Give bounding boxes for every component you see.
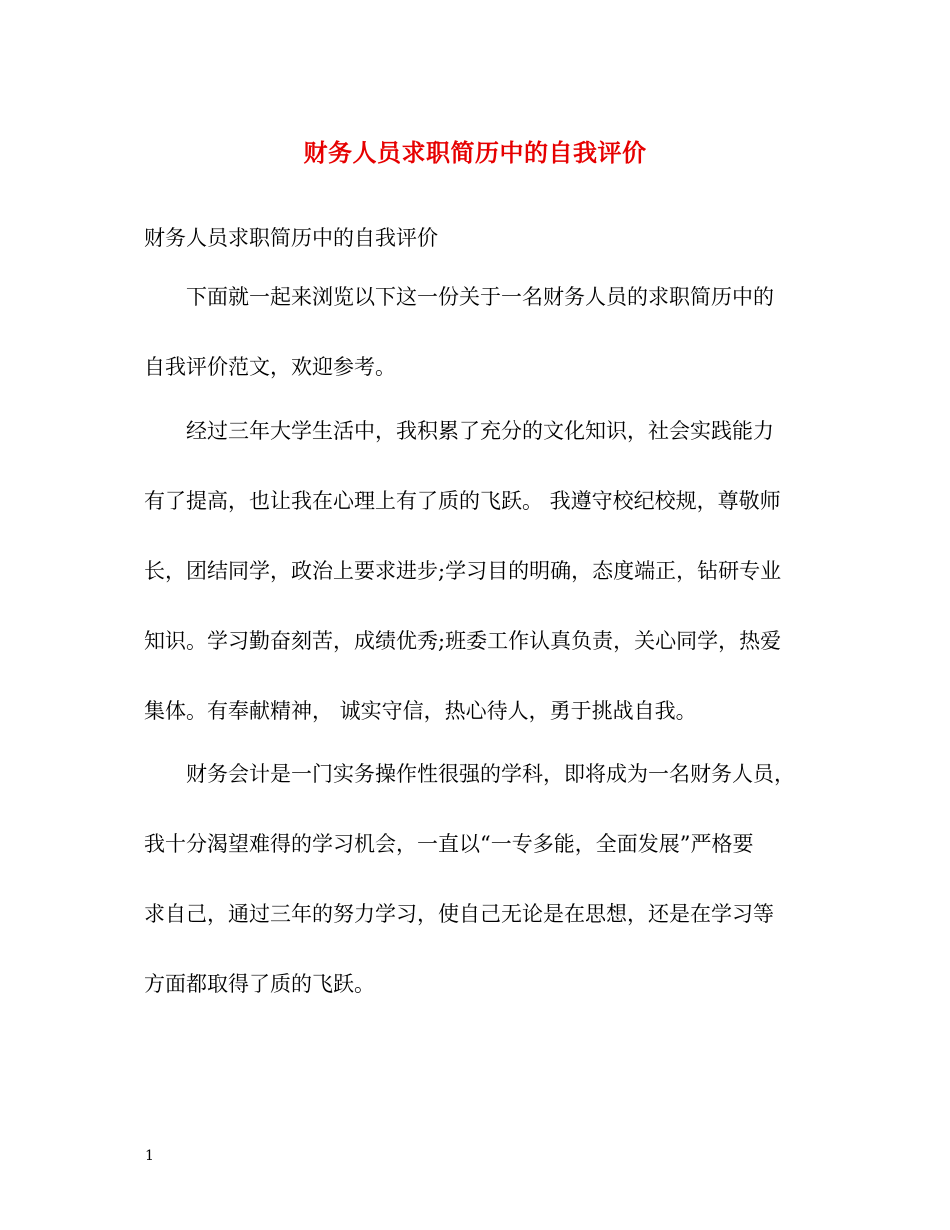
paragraph-line: 下面就一起来浏览以下这一份关于一名财务人员的求职简历中的 — [186, 285, 774, 309]
paragraph-line: 财务会计是一门实务操作性很强的学科，即将成为一名财务人员， — [186, 762, 795, 786]
paragraph-line: 自我评价范文，欢迎参考。 — [144, 355, 396, 379]
paragraph-line: 知识。学习勤奋刻苦，成绩优秀;班委工作认真负责，关心同学，热爱 — [144, 629, 782, 653]
page-number: 1 — [145, 1148, 154, 1164]
paragraph-line: 有了提高，也让我在心理上有了质的飞跃。 我遵守校纪校规，尊敬师 — [144, 489, 781, 513]
paragraph-line: 我十分渴望难得的学习机会，一直以“一专多能，全面发展”严格要 — [144, 832, 754, 856]
subtitle-line: 财务人员求职简历中的自我评价 — [144, 226, 438, 250]
paragraph-line: 求自己，通过三年的努力学习，使自己无论是在思想，还是在学习等 — [144, 902, 774, 926]
document-title: 财务人员求职简历中的自我评价 — [303, 138, 647, 167]
paragraph-line: 集体。有奉献精神， 诚实守信，热心待人，勇于挑战自我。 — [144, 699, 697, 723]
paragraph-line: 长，团结同学，政治上要求进步;学习目的明确，态度端正，钻研专业 — [144, 559, 782, 583]
paragraph-line: 方面都取得了质的飞跃。 — [144, 972, 375, 996]
paragraph-line: 经过三年大学生活中，我积累了充分的文化知识，社会实践能力 — [186, 419, 774, 443]
